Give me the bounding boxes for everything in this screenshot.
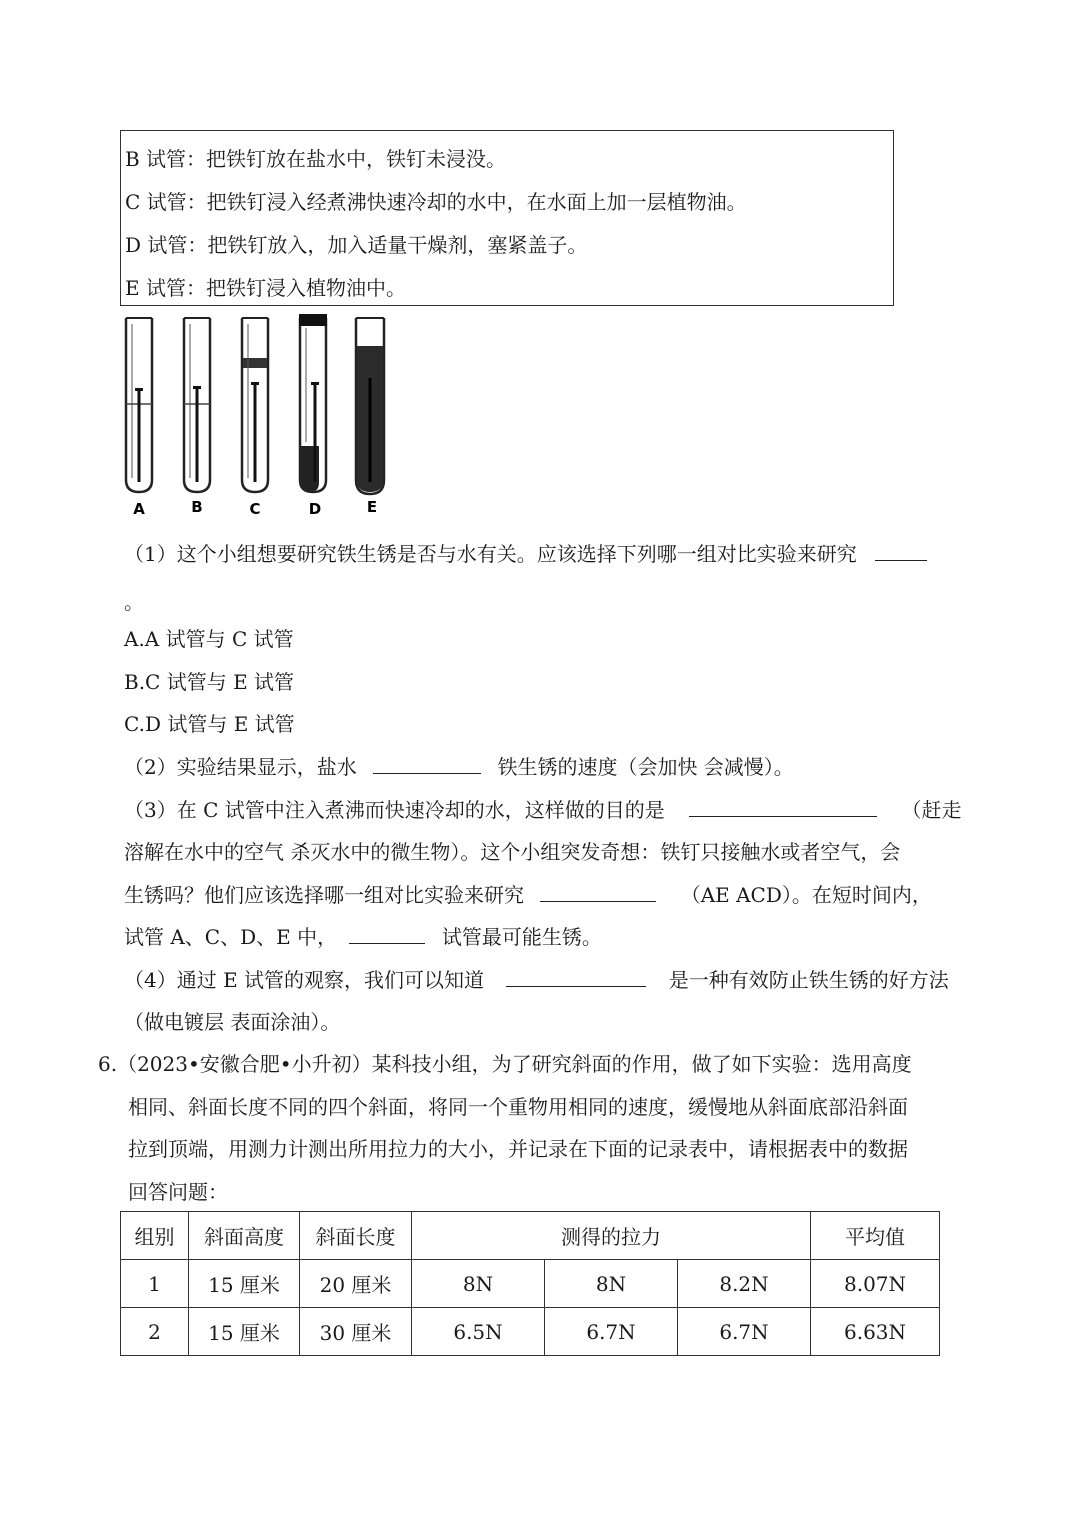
table-cell: 20 厘米 (300, 1260, 412, 1308)
table-row (121, 1260, 940, 1308)
answer-blank-3a[interactable] (689, 796, 877, 817)
question-6-line-3: 拉到顶端，用测力计测出所用拉力的大小，并记录在下面的记录表中，请根据表中的数据 (128, 1137, 908, 1161)
question-6-line-1: 6.（2023•安徽合肥•小升初）某科技小组，为了研究斜面的作用，做了如下实验：选用高度 (98, 1052, 912, 1076)
table-header-cell: 斜面长度 (300, 1212, 412, 1260)
tube-d (299, 314, 327, 492)
question-3-text-g: 试管最可能生锈。 (441, 925, 602, 949)
tube-label-d: D (308, 500, 322, 518)
answer-blank-4[interactable] (506, 966, 646, 987)
experiment-description-box (120, 130, 894, 306)
box-line-e: E 试管：把铁钉浸入植物油中。 (125, 276, 406, 300)
question-3-line-3 (124, 881, 932, 909)
tube-label-b: B (191, 498, 203, 516)
question-2-text-b: 铁生锈的速度（会加快 会减慢）。 (497, 755, 794, 779)
table-cell: 6.7N (678, 1308, 811, 1356)
table-cell: 1 (121, 1260, 189, 1308)
answer-blank-2[interactable] (373, 753, 481, 774)
answer-blank-3c[interactable] (349, 923, 425, 944)
question-3-text-b: （赶走 (901, 798, 962, 822)
question-3-text-f: 试管 A、C、D、E 中， (124, 925, 338, 949)
box-line-b: B 试管：把铁钉放在盐水中，铁钉未浸没。 (125, 147, 507, 171)
tube-e (356, 318, 384, 494)
question-4-text-b: 是一种有效防止铁生锈的好方法 (668, 968, 949, 992)
option-a: A.A 试管与 C 试管 (124, 627, 294, 651)
table-header-cell: 测得的拉力 (412, 1212, 811, 1260)
table-header-cell: 平均值 (811, 1212, 940, 1260)
table-header-row (121, 1212, 940, 1260)
table-cell: 8N (412, 1260, 545, 1308)
tube-b (184, 318, 210, 492)
option-b: B.C 试管与 E 试管 (124, 670, 295, 694)
question-6-line-2: 相同、斜面长度不同的四个斜面，将同一个重物用相同的速度，缓慢地从斜面底部沿斜面 (128, 1095, 908, 1119)
answer-blank-3b[interactable] (540, 881, 656, 902)
question-1 (124, 540, 927, 568)
table-cell: 15 厘米 (189, 1308, 300, 1356)
table-cell: 6.7N (545, 1308, 678, 1356)
table-cell: 8N (545, 1260, 678, 1308)
incline-data-table (120, 1211, 940, 1356)
question-3-text-e: （AE ACD）。在短时间内， (680, 883, 932, 907)
question-2-text-a: （2）实验结果显示，盐水 (124, 755, 357, 779)
tube-a (126, 318, 152, 492)
question-3-text-d: 生锈吗？他们应该选择哪一组对比实验来研究 (124, 883, 524, 907)
question-3-text-a: （3）在 C 试管中注入煮沸而快速冷却的水，这样做的目的是 (124, 798, 665, 822)
answer-blank-1[interactable] (875, 540, 927, 561)
question-2 (124, 753, 794, 781)
question-3-line-1 (124, 796, 961, 824)
tube-label-e: E (366, 498, 378, 516)
question-6-line-4: 回答问题： (128, 1180, 228, 1204)
tube-label-c: C (249, 500, 261, 518)
table-cell: 15 厘米 (189, 1260, 300, 1308)
table-cell: 8.2N (678, 1260, 811, 1308)
tube-label-a: A (133, 500, 145, 518)
question-4-line-1 (124, 966, 949, 994)
question-3-line-4 (124, 923, 602, 951)
question-3-line-2: 溶解在水中的空气 杀灭水中的微生物）。这个小组突发奇想：铁钉只接触水或者空气，会 (124, 840, 901, 864)
question-4-line-2: （做电镀层 表面涂油）。 (124, 1010, 341, 1034)
table-cell: 30 厘米 (300, 1308, 412, 1356)
tube-c (242, 318, 268, 492)
table-row (121, 1308, 940, 1356)
table-cell: 8.07N (811, 1260, 940, 1308)
table-header-cell: 组别 (121, 1212, 189, 1260)
table-cell: 2 (121, 1308, 189, 1356)
box-line-d: D 试管：把铁钉放入，加入适量干燥剂，塞紧盖子。 (125, 233, 588, 257)
test-tubes-figure (110, 312, 400, 522)
table-cell: 6.63N (811, 1308, 940, 1356)
question-1-text: （1）这个小组想要研究铁生锈是否与水有关。应该选择下列哪一组对比实验来研究 (124, 542, 857, 566)
option-c: C.D 试管与 E 试管 (124, 712, 295, 736)
table-cell: 6.5N (412, 1308, 545, 1356)
box-line-c: C 试管：把铁钉浸入经煮沸快速冷却的水中，在水面上加一层植物油。 (125, 190, 747, 214)
table-header-cell: 斜面高度 (189, 1212, 300, 1260)
question-1-end: 。 (124, 590, 144, 614)
question-4-text-a: （4）通过 E 试管的观察，我们可以知道 (124, 968, 485, 992)
